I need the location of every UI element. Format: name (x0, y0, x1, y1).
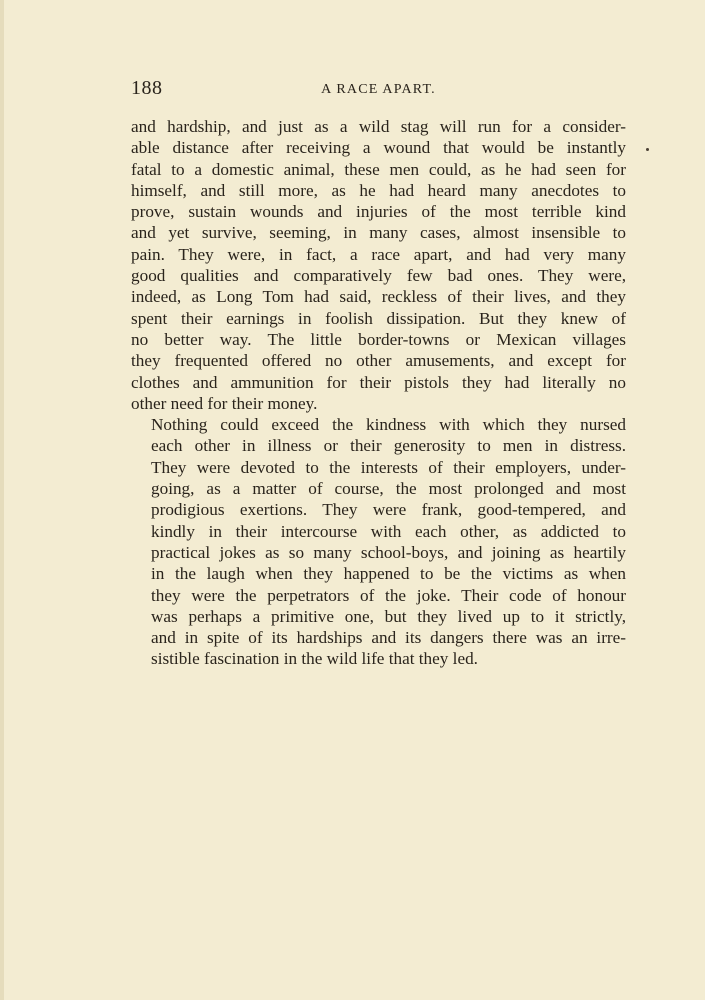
body-text (131, 116, 626, 670)
text-line: able distance after receiving a wound that would be instantly (131, 138, 626, 158)
text-line: prodigious exertions. They were frank, good-tempered, and (151, 500, 626, 520)
margin-speck (646, 148, 649, 151)
text-line: they were the perpetrators of the joke. Their code of honour (151, 585, 626, 605)
text-line: prove, sustain wounds and injuries of the most terrible kind (131, 202, 626, 222)
text-line: they frequented offered no other amusements, and except for (131, 351, 626, 371)
running-title: A RACE APART. (321, 82, 436, 97)
text-line: each other in illness or their generosity to men in distress. (151, 436, 626, 456)
text-line: sistible fascination in the wild life that they led. (151, 649, 478, 669)
text-line: and hardship, and just as a wild stag will run for a consider- (131, 117, 626, 136)
page-number: 188 (131, 77, 163, 99)
text-line: and in spite of its hardships and its dangers there was an irre- (151, 628, 626, 648)
text-line: himself, and still more, as he had heard many anecdotes to (131, 180, 626, 200)
text-line: good qualities and comparatively few bad ones. They were, (131, 266, 626, 286)
text-line: in the laugh when they happened to be the victims as when (151, 564, 626, 584)
text-line: and yet survive, seeming, in many cases, almost insensible to (131, 223, 626, 243)
running-head (131, 77, 626, 103)
text-line: spent their earnings in foolish dissipation. But they knew of (131, 308, 626, 328)
text-line: Nothing could exceed the kindness with which they nursed (151, 415, 626, 435)
text-line: clothes and ammunition for their pistols they had literally no (131, 372, 626, 392)
page-edge (0, 0, 4, 1000)
text-line: indeed, as Long Tom had said, reckless of their lives, and they (131, 287, 626, 307)
paragraph-1 (131, 116, 626, 414)
text-line: They were devoted to the interests of their employers, under- (151, 457, 626, 477)
text-line: practical jokes as so many school-boys, and joining as heartily (151, 542, 626, 562)
text-line: kindly in their intercourse with each other, as addicted to (151, 521, 626, 541)
text-line: pain. They were, in fact, a race apart, and had very many (131, 244, 626, 264)
text-line: going, as a matter of course, the most prolonged and most (151, 479, 626, 499)
text-line: other need for their money. (131, 393, 318, 413)
text-line: was perhaps a primitive one, but they lived up to it strictly, (151, 606, 626, 626)
text-line: no better way. The little border-towns or Mexican villages (131, 329, 626, 349)
paragraph-2 (131, 414, 626, 670)
text-line: fatal to a domestic animal, these men could, as he had seen for (131, 159, 626, 179)
